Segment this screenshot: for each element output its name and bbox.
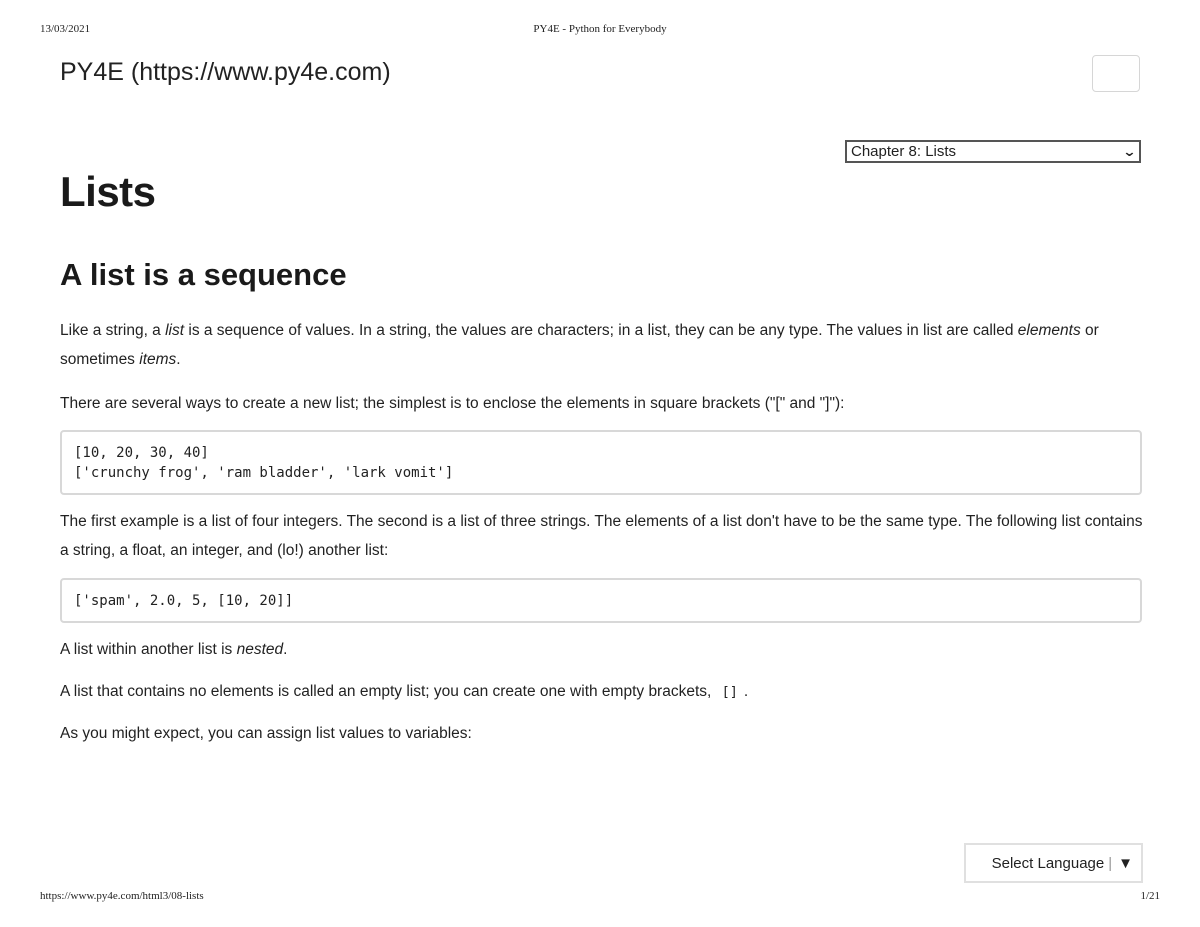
section-title: A list is a sequence	[60, 257, 347, 292]
print-url: https://www.py4e.com/html3/08-lists	[40, 890, 204, 902]
inline-code: []	[721, 684, 738, 700]
separator: |	[1108, 854, 1113, 872]
paragraph-create-list: There are several ways to create a new list; the simplest is to enclose the elements in square brackets ("[" and "]"):	[60, 395, 845, 412]
chapter-select[interactable]	[845, 140, 1141, 163]
paragraph-list-types: The first example is a list of four integers. The second is a list of three strings. The elements of a list don't have to be the same type. The following list contains a string, a float, an integer, and (lo!) another list:	[60, 513, 1143, 559]
paragraph-assign-variables: As you might expect, you can assign list values to variables:	[60, 725, 472, 742]
chevron-down-icon: ⌄	[1122, 143, 1137, 159]
chapter-select-value: Chapter 8: Lists	[851, 143, 957, 160]
print-title: PY4E - Python for Everybody	[533, 23, 667, 35]
code-block-mixed-list: ['spam', 2.0, 5, [10, 20]]	[60, 578, 1142, 623]
dropdown-arrow-icon: ▼	[1118, 854, 1133, 872]
code-block-list-examples: [10, 20, 30, 40] ['crunchy frog', 'ram bladder', 'lark vomit']	[60, 430, 1142, 495]
print-date: 13/03/2021	[40, 23, 91, 35]
site-home-link[interactable]: PY4E (https://www.py4e.com)	[60, 58, 391, 86]
nav-menu-button[interactable]	[1092, 55, 1140, 92]
page-title: Lists	[60, 168, 156, 215]
paragraph-list-definition: Like a string, a list is a sequence of values. In a string, the values are characters; in a list, they can be any type. The values in list are called elements or sometimes items.	[60, 322, 1099, 368]
select-language-dropdown[interactable]	[964, 843, 1143, 883]
select-language-label: Select Language	[991, 854, 1105, 872]
paragraph-empty-list: A list that contains no elements is called an empty list; you can create one with empty brackets, [] .	[60, 683, 749, 700]
paragraph-nested: A list within another list is nested.	[60, 641, 288, 658]
print-page-number: 1/21	[1140, 890, 1160, 902]
